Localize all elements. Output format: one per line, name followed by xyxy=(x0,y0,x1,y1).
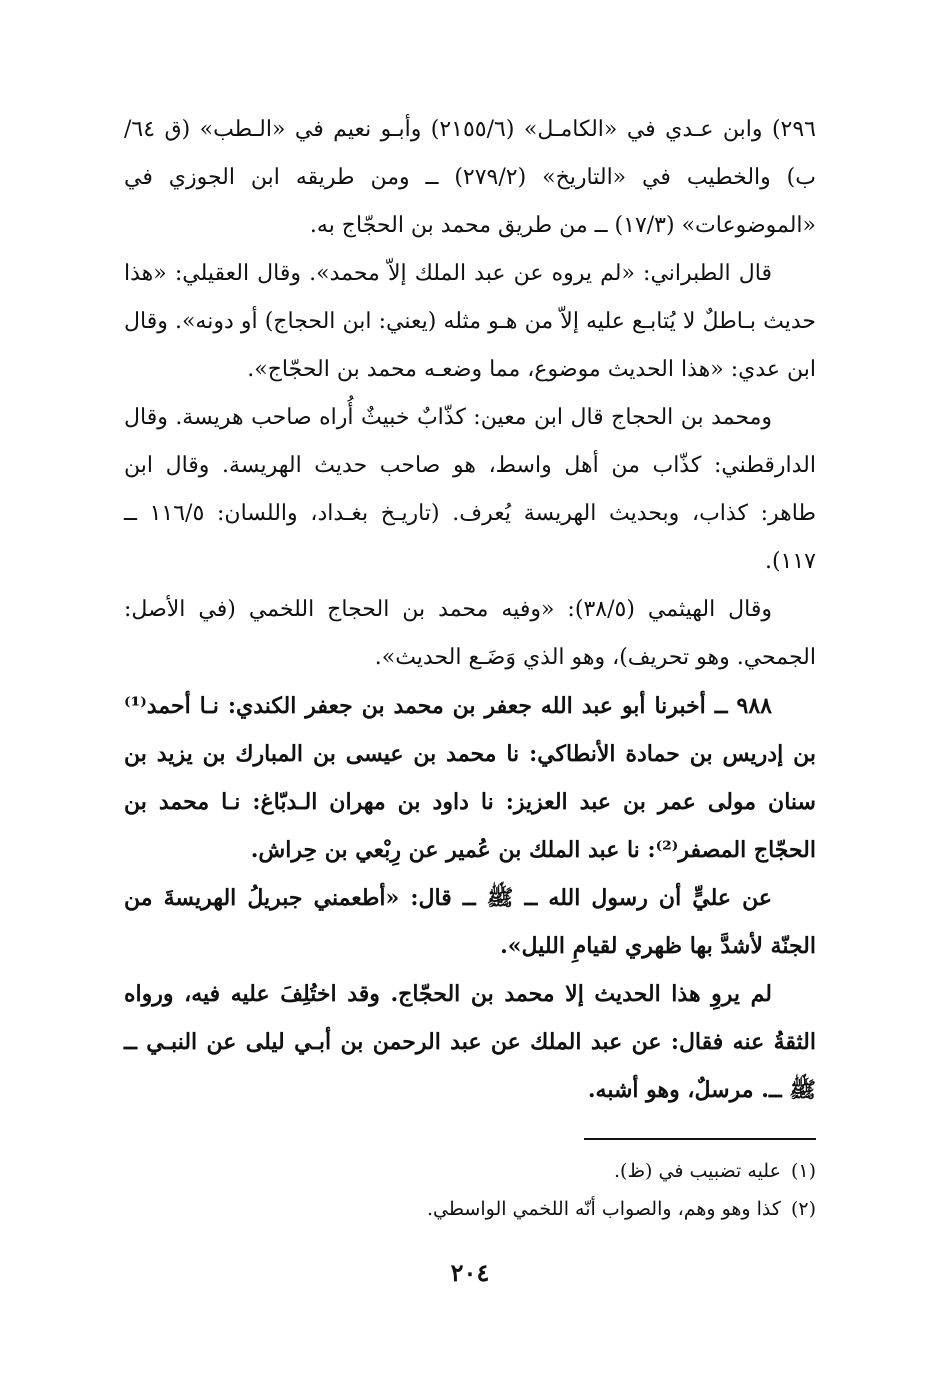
hadith-isnad: ٩٨٨ ــ أخبرنا أبو عبد الله جعفر بن محمد بن جعفر الكندي: نـا أحمد⁽¹⁾ بن إدريس بن حمادة الأنطاكي: نا محمد بن عيسى بن المبارك بن يزيد بن سنان مولى عمر بن عبد العزيز: نا داود بن مهران الـدبّاغ: نـا محمد بن الحجّاج المصفر⁽²⁾: نا عبد الملك بن عُمير عن رِبْعي بن حِراش. xyxy=(124,693,816,863)
footnotes xyxy=(124,1152,816,1228)
tabarani-paragraph: قال الطبراني: «لم يروه عن عبد الملك إلاّ محمد». وقال العقيلي: «هذا حديث بـاطلٌ لا يُتابـع عليه إلاّ من هـو مثله (يعني: ابن الحجاج) أو دونه». وقال ابن عدي: «هذا الحديث موضوع، مما وضعـه محمد بن الحجّاج». xyxy=(124,261,816,382)
narrator-paragraph: ومحمد بن الحجاج قال ابن معين: كذّابٌ خبيثٌ أُراه صاحب هريسة. وقال الدارقطني: كذّاب من أهل واسط، هو صاحب حديث الهريسة. وقال ابن طاهر: كذاب، وبحديث الهريسة يُعرف. (تاريـخ بغـداد، واللسان: ١١٦/٥ ــ ١١٧). xyxy=(124,405,816,574)
page-number: ٢٠٤ xyxy=(450,1258,490,1287)
main-text xyxy=(124,106,816,1114)
footnote-1 xyxy=(124,1152,816,1190)
footnote-divider xyxy=(584,1138,816,1140)
footnote-number: (٢) xyxy=(790,1198,816,1220)
citation-paragraph: ٢٩٦) وابن عـدي في «الكامـل» (٢١٥٥/٦) وأبـو نعيم في «الـطب» (ق ٦٤/ ب) والخطيب في «التاريخ» (٢٧٩/٢) ــ ومن طريقه ابن الجوزي في «الموضوعات» (١٧/٣) ــ من طريق محمد بن الحجّاج به. xyxy=(124,117,816,238)
footnote-text: كذا وهو وهم، والصواب أنّه اللخمي الواسطي. xyxy=(426,1198,781,1220)
haythami-paragraph: وقال الهيثمي (٣٨/٥): «وفيه محمد بن الحجاج اللخمي (في الأصل: الجمحي. وهو تحريف)، وهو الذي وَضَـع الحديث». xyxy=(124,597,816,670)
hadith-matn: عن عليٍّ أن رسول الله ــ ﷺ ــ قال: «أطعمني جبريلُ الهريسةَ من الجنّة لأشدَّ بها ظهري لقيامِ الليل». xyxy=(124,885,816,959)
footnote-number: (١) xyxy=(790,1160,816,1182)
footnote-2 xyxy=(124,1190,816,1228)
hadith-comment: لم يروِ هذا الحديث إلا محمد بن الحجّاج. وقد اختُلِفَ عليه فيه، ورواه الثقةُ عنه فقال: عن عبد الملك عن عبد الرحمن بن أبـي ليلى عن النبـي ــ ﷺ ــ. مرسلٌ، وهو أشبه. xyxy=(124,981,816,1103)
footnote-text: عليه تضبيب في (ظ). xyxy=(614,1160,781,1182)
